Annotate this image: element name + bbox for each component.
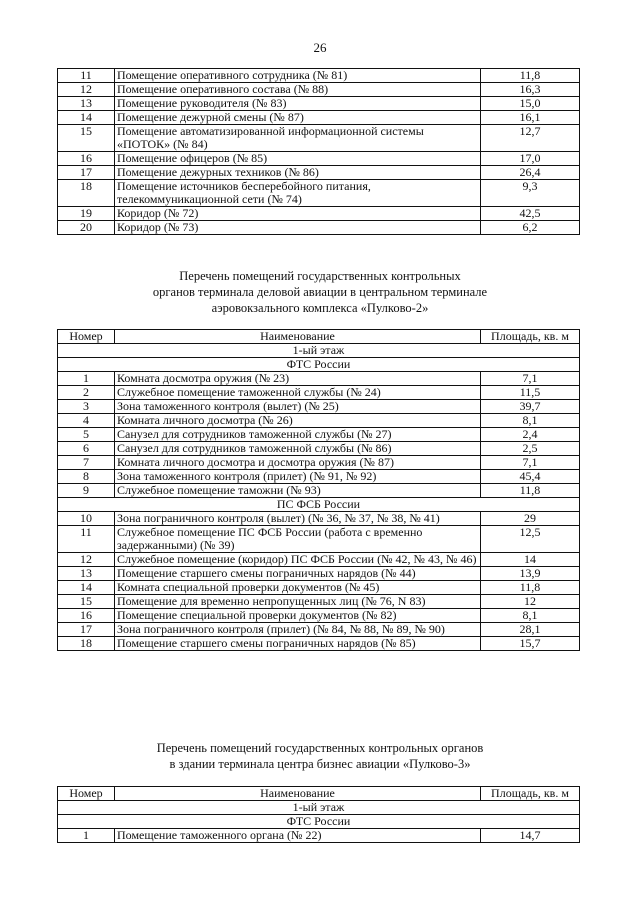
row-area: 7,1 [481,372,580,386]
section-row-fsb-label: ПС ФСБ России [58,498,580,512]
table-row [58,526,580,553]
row-area: 7,1 [481,456,580,470]
row-area: 6,2 [481,221,580,235]
column-header-number: Номер [58,787,115,801]
table-row [58,595,580,609]
row-number: 11 [58,69,115,83]
table-row [58,125,580,152]
row-area: 12,7 [481,125,580,152]
table-row [58,637,580,651]
row-number: 6 [58,442,115,456]
row-number: 14 [58,581,115,595]
table-row [58,553,580,567]
row-name: Служебное помещение таможенной службы (№ 24) [115,386,481,400]
table-row [58,180,580,207]
row-name: Служебное помещение ПС ФСБ России (работа с временно задержанными) (№ 39) [115,526,481,553]
row-area: 11,8 [481,484,580,498]
row-area: 8,1 [481,414,580,428]
caption-pulkovo-2 [0,268,640,316]
row-number: 14 [58,111,115,125]
table-row [58,69,580,83]
row-name: Помещение таможенного органа (№ 22) [115,829,481,843]
row-name: Комната специальной проверки документов (№ 45) [115,581,481,595]
row-number: 3 [58,400,115,414]
row-area: 2,4 [481,428,580,442]
row-name: Помещение источников бесперебойного питания, телекоммуникационной сети (№ 74) [115,180,481,207]
row-area: 14 [481,553,580,567]
section-row-fsb [58,498,580,512]
premises-table-pulkovo-3 [57,786,580,843]
row-name: Комната личного досмотра и досмотра оружия (№ 87) [115,456,481,470]
floor-row-label: 1-ый этаж [58,801,580,815]
row-name: Комната личного досмотра (№ 26) [115,414,481,428]
table-row [58,456,580,470]
row-name: Коридор (№ 72) [115,207,481,221]
row-area: 8,1 [481,609,580,623]
table-row [58,111,580,125]
row-number: 17 [58,166,115,180]
row-area: 2,5 [481,442,580,456]
row-name: Помещение автоматизированной информационной системы «ПОТОК» (№ 84) [115,125,481,152]
row-number: 20 [58,221,115,235]
row-number: 12 [58,553,115,567]
row-number: 4 [58,414,115,428]
row-number: 13 [58,97,115,111]
table-row [58,829,580,843]
row-name: Помещение для временно непропущенных лиц (№ 76, N 83) [115,595,481,609]
table-row [58,221,580,235]
row-number: 19 [58,207,115,221]
section-row-fts [58,815,580,829]
row-area: 16,1 [481,111,580,125]
caption-line: Перечень помещений государственных контрольных органов [156,741,484,755]
row-number: 18 [58,180,115,207]
row-name: Служебное помещение (коридор) ПС ФСБ России (№ 42, № 43, № 46) [115,553,481,567]
row-name: Зона пограничного контроля (прилет) (№ 84, № 88, № 89, № 90) [115,623,481,637]
row-name: Санузел для сотрудников таможенной службы (№ 27) [115,428,481,442]
row-name: Помещение старшего смены пограничных нарядов (№ 44) [115,567,481,581]
row-name: Помещение специальной проверки документов (№ 82) [115,609,481,623]
table-row [58,512,580,526]
row-area: 12,5 [481,526,580,553]
table-row [58,152,580,166]
row-name: Помещение оперативного состава (№ 88) [115,83,481,97]
table-row [58,414,580,428]
row-number: 1 [58,372,115,386]
row-name: Зона пограничного контроля (вылет) (№ 36, № 37, № 38, № 41) [115,512,481,526]
caption-line: органов терминала деловой авиации в центральном терминале [152,285,488,299]
table-row [58,372,580,386]
row-area: 12 [481,595,580,609]
row-number: 15 [58,595,115,609]
page-number: 26 [313,40,327,55]
row-area: 14,7 [481,829,580,843]
row-number: 10 [58,512,115,526]
row-area: 16,3 [481,83,580,97]
row-number: 12 [58,83,115,97]
table-row [58,83,580,97]
row-number: 13 [58,567,115,581]
row-number: 9 [58,484,115,498]
row-number: 11 [58,526,115,553]
section-row-fts-label: ФТС России [58,358,580,372]
row-name: Помещение старшего смены пограничных нарядов (№ 85) [115,637,481,651]
table-row [58,166,580,180]
table-row [58,386,580,400]
row-name: Помещение дежурной смены (№ 87) [115,111,481,125]
table-body [58,69,580,235]
table-row [58,484,580,498]
row-number: 5 [58,428,115,442]
column-header-area: Площадь, кв. м [481,787,580,801]
row-number: 16 [58,152,115,166]
row-name: Зона таможенного контроля (вылет) (№ 25) [115,400,481,414]
table-body [58,344,580,651]
row-number: 15 [58,125,115,152]
row-area: 15,0 [481,97,580,111]
row-area: 17,0 [481,152,580,166]
section-row-fts-label: ФТС России [58,815,580,829]
table-row [58,470,580,484]
row-number: 7 [58,456,115,470]
floor-row [58,344,580,358]
row-area: 39,7 [481,400,580,414]
table-row [58,428,580,442]
row-area: 11,5 [481,386,580,400]
column-header-name: Наименование [115,787,481,801]
section-row-fts [58,358,580,372]
premises-table-continued [57,68,580,235]
premises-table-pulkovo-2 [57,329,580,651]
row-area: 11,8 [481,69,580,83]
row-name: Помещение дежурных техников (№ 86) [115,166,481,180]
row-area: 26,4 [481,166,580,180]
row-name: Помещение офицеров (№ 85) [115,152,481,166]
row-area: 13,9 [481,567,580,581]
row-number: 8 [58,470,115,484]
row-area: 45,4 [481,470,580,484]
caption-line: аэровокзального комплекса «Пулково-2» [211,301,429,315]
caption-line: в здании терминала центра бизнес авиации «Пулково-3» [169,757,471,771]
table-row [58,567,580,581]
table-header-row [58,330,580,344]
table-row [58,609,580,623]
row-number: 2 [58,386,115,400]
caption-line: Перечень помещений государственных контрольных [179,269,461,283]
table-row [58,97,580,111]
table-row [58,623,580,637]
floor-row [58,801,580,815]
row-area: 9,3 [481,180,580,207]
row-name: Коридор (№ 73) [115,221,481,235]
row-name: Санузел для сотрудников таможенной службы (№ 86) [115,442,481,456]
table-row [58,207,580,221]
row-area: 42,5 [481,207,580,221]
row-name: Помещение руководителя (№ 83) [115,97,481,111]
row-number: 16 [58,609,115,623]
row-area: 28,1 [481,623,580,637]
row-area: 15,7 [481,637,580,651]
table-row [58,581,580,595]
row-area: 29 [481,512,580,526]
row-number: 1 [58,829,115,843]
table-row [58,400,580,414]
row-number: 18 [58,637,115,651]
row-name: Зона таможенного контроля (прилет) (№ 91, № 92) [115,470,481,484]
column-header-name: Наименование [115,330,481,344]
row-number: 17 [58,623,115,637]
row-area: 11,8 [481,581,580,595]
column-header-number: Номер [58,330,115,344]
table-body [58,801,580,843]
row-name: Служебное помещение таможни (№ 93) [115,484,481,498]
table-header-row [58,787,580,801]
table-row [58,442,580,456]
column-header-area: Площадь, кв. м [481,330,580,344]
row-name: Помещение оперативного сотрудника (№ 81) [115,69,481,83]
row-name: Комната досмотра оружия (№ 23) [115,372,481,386]
floor-row-label: 1-ый этаж [58,344,580,358]
caption-pulkovo-3 [0,740,640,772]
